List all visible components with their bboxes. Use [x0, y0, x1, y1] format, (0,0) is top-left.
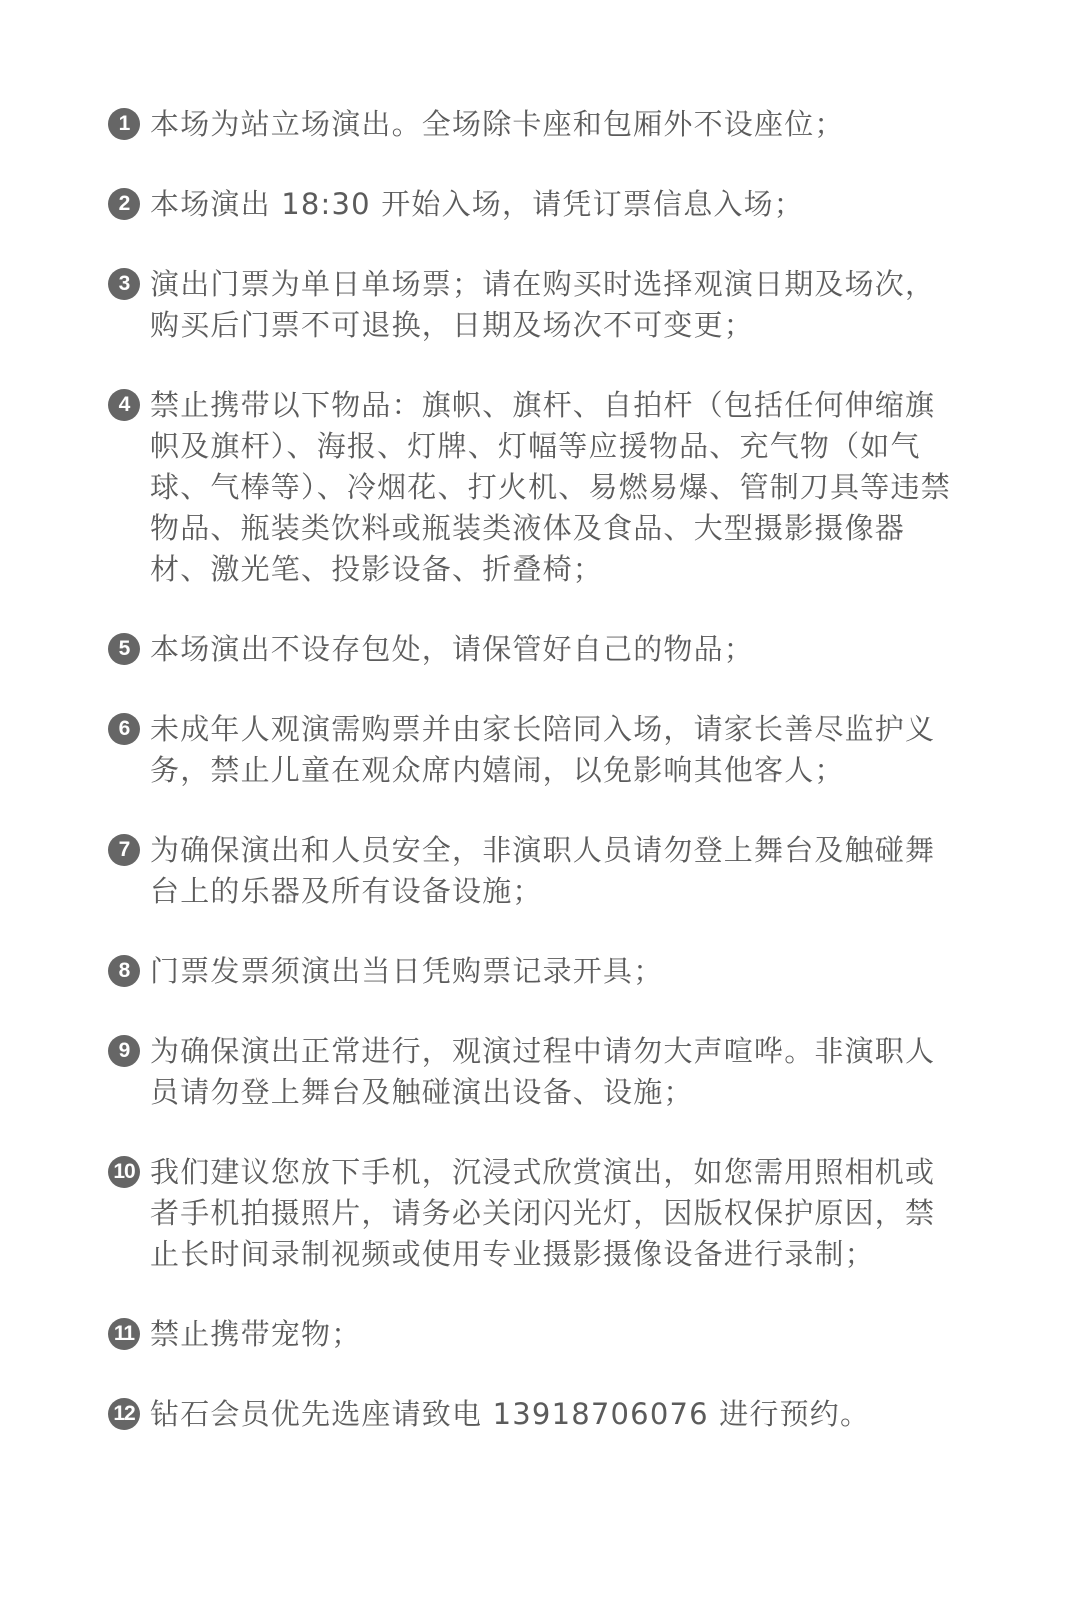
number-badge: 5 — [108, 633, 140, 665]
notice-item — [108, 1152, 958, 1275]
number-badge: 8 — [108, 955, 140, 987]
notice-text: 演出门票为单日单场票；请在购买时选择观演日期及场次，购买后门票不可退换，日期及场次不可变更； — [150, 267, 936, 342]
number-badge: 3 — [108, 268, 140, 300]
number-badge: 9 — [108, 1035, 140, 1067]
notice-item — [108, 104, 958, 145]
notice-item — [108, 709, 958, 791]
notice-item — [108, 1314, 958, 1355]
notice-text: 为确保演出和人员安全，非演职人员请勿登上舞台及触碰舞台上的乐器及所有设备设施； — [150, 833, 936, 908]
notice-item — [108, 629, 958, 670]
notice-text: 未成年人观演需购票并由家长陪同入场，请家长善尽监护义务，禁止儿童在观众席内嬉闹，以免影响其他客人； — [150, 712, 936, 787]
number-badge: 11 — [108, 1318, 140, 1350]
number-badge: 2 — [108, 188, 140, 220]
notice-text: 本场演出不设存包处，请保管好自己的物品； — [150, 632, 755, 666]
number-badge: 4 — [108, 389, 140, 421]
notice-text: 钻石会员优先选座请致电 13918706076 进行预约。 — [150, 1397, 871, 1431]
notice-text: 禁止携带以下物品：旗帜、旗杆、自拍杆（包括任何伸缩旗帜及旗杆）、海报、灯牌、灯幅等应援物品、充气物（如气球、气棒等）、冷烟花、打火机、易燃易爆、管制刀具等违禁物品、瓶装类饮料或瓶装类液体及食品、大型摄影摄像器材、激光笔、投影设备、折叠椅； — [150, 388, 951, 586]
notice-text: 禁止携带宠物； — [150, 1317, 362, 1351]
number-badge: 10 — [108, 1156, 140, 1188]
notice-text: 我们建议您放下手机，沉浸式欣赏演出，如您需用照相机或者手机拍摄照片，请务必关闭闪光灯，因版权保护原因，禁止长时间录制视频或使用专业摄影摄像设备进行录制； — [150, 1155, 936, 1271]
number-badge: 1 — [108, 108, 140, 140]
notice-item — [108, 385, 958, 590]
notice-item — [108, 184, 958, 225]
notice-list — [108, 104, 958, 1474]
notice-item — [108, 1031, 958, 1113]
notice-item — [108, 1394, 958, 1435]
number-badge: 7 — [108, 834, 140, 866]
notice-item — [108, 951, 958, 992]
notice-text: 门票发票须演出当日凭购票记录开具； — [150, 954, 664, 988]
notice-item — [108, 264, 958, 346]
notice-text: 本场为站立场演出。全场除卡座和包厢外不设座位； — [150, 107, 845, 141]
notice-item — [108, 830, 958, 912]
number-badge: 6 — [108, 713, 140, 745]
notice-text: 为确保演出正常进行，观演过程中请勿大声喧哗。非演职人员请勿登上舞台及触碰演出设备、设施； — [150, 1034, 936, 1109]
notice-text: 本场演出 18:30 开始入场，请凭订票信息入场； — [150, 187, 805, 221]
number-badge: 12 — [108, 1398, 140, 1430]
